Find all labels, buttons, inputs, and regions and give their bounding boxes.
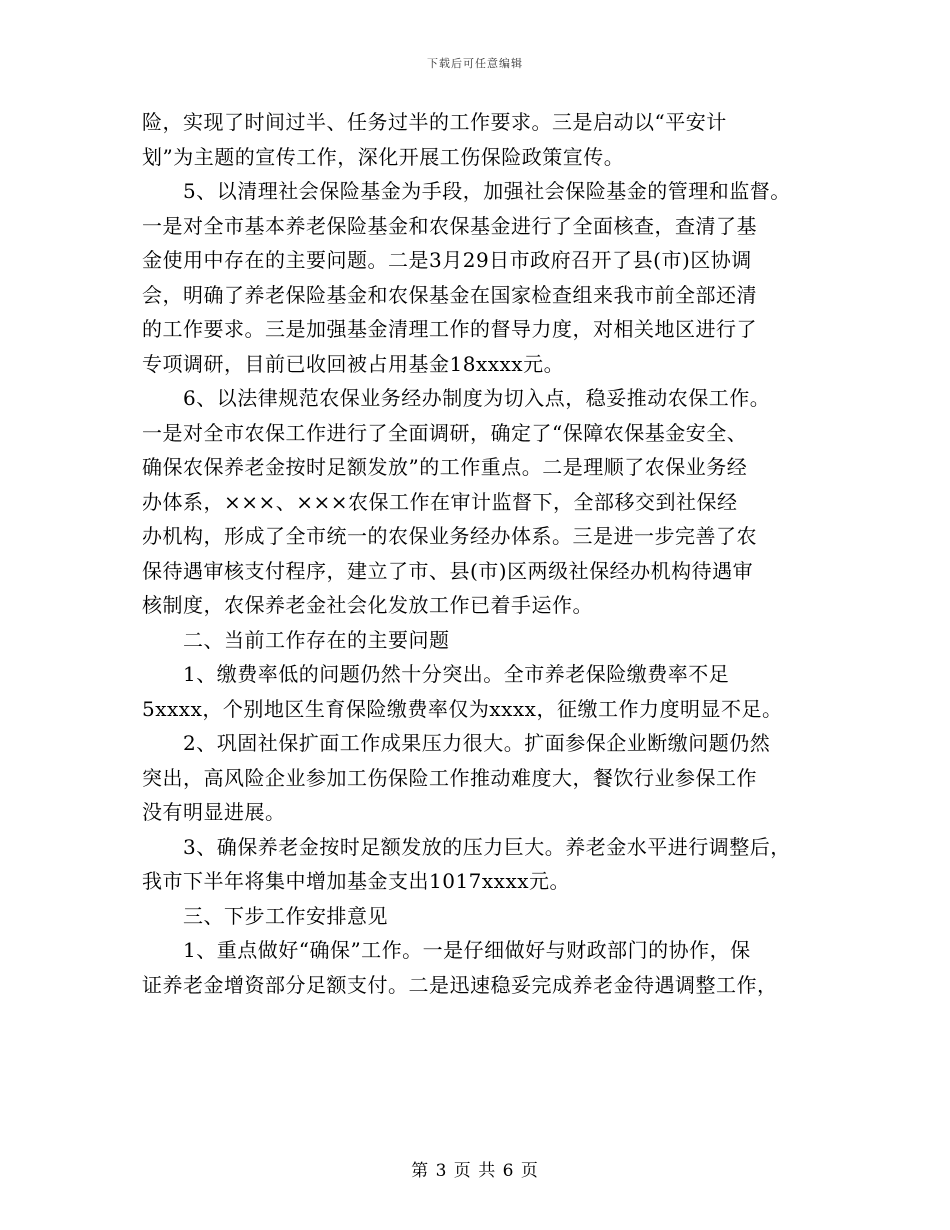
text-line: 专项调研，目前已收回被占用基金18xxxx元。 bbox=[142, 351, 565, 376]
text-line: 一是对全市基本养老保险基金和农保基金进行了全面核查，查清了基 bbox=[142, 213, 757, 238]
text-line: 1、重点做好“确保”工作。一是仔细做好与财政部门的协作，保 bbox=[142, 938, 751, 962]
text-line: 我市下半年将集中增加基金支出1017xxxx元。 bbox=[142, 869, 571, 893]
text-line: 办机构，形成了全市统一的农保业务经办体系。三是进一步完善了农 bbox=[142, 524, 757, 548]
text-line: 办体系，×××、×××农保工作在审计监督下，全部移交到社保经 bbox=[142, 489, 738, 514]
text-line: 5xxxx，个别地区生育保险缴费率仅为xxxx，征缴工作力度明显不足。 bbox=[142, 696, 783, 721]
document-body bbox=[142, 105, 822, 1002]
text-line: 没有明显进展。 bbox=[142, 800, 286, 824]
text-line: 突出，高风险企业参加工伤保险工作推动难度大，餐饮行业参保工作 bbox=[142, 765, 757, 790]
text-line: 保待遇审核支付程序，建立了市、县(市)区两级社保经办机构待遇审 bbox=[142, 558, 754, 583]
page-header: 下载后可任意编辑 bbox=[427, 57, 523, 70]
text-line: 划”为主题的宣传工作，深化开展工伤保险政策宣传。 bbox=[142, 144, 625, 169]
text-line: 核制度，农保养老金社会化发放工作已着手运作。 bbox=[142, 593, 593, 617]
text-line: 金使用中存在的主要问题。二是3月29日市政府召开了县(市)区协调 bbox=[142, 248, 752, 272]
text-line: 3、确保养老金按时足额发放的压力巨大。养老金水平进行调整后， bbox=[142, 834, 791, 859]
text-line: 确保农保养老金按时足额发放”的工作重点。二是理顺了农保业务经 bbox=[142, 455, 748, 479]
text-line: 1、缴费率低的问题仍然十分突出。全市养老保险缴费率不足 bbox=[142, 662, 730, 686]
text-line: 6、以法律规范农保业务经办制度为切入点，稳妥推动农保工作。 bbox=[142, 386, 771, 410]
text-line: 证养老金增资部分足额支付。二是迅速稳妥完成养老金待遇调整工作， bbox=[142, 972, 778, 997]
section-heading: 二、当前工作存在的主要问题 bbox=[142, 627, 450, 652]
section-heading: 三、下步工作安排意见 bbox=[142, 903, 388, 928]
text-line: 会，明确了养老保险基金和农保基金在国家检查组来我市前全部还清 bbox=[142, 282, 757, 307]
text-line: 一是对全市农保工作进行了全面调研，确定了“保障农保基金安全、 bbox=[142, 420, 748, 445]
text-line: 的工作要求。三是加强基金清理工作的督导力度，对相关地区进行了 bbox=[142, 317, 757, 341]
text-line: 5、以清理社会保险基金为手段，加强社会保险基金的管理和监督。 bbox=[142, 179, 791, 203]
text-line: 险，实现了时间过半、任务过半的工作要求。三是启动以“平安计 bbox=[142, 110, 727, 134]
page-number: 第 3 页 共 6 页 bbox=[411, 1161, 539, 1181]
text-line: 2、巩固社保扩面工作成果压力很大。扩面参保企业断缴问题仍然 bbox=[142, 731, 771, 755]
